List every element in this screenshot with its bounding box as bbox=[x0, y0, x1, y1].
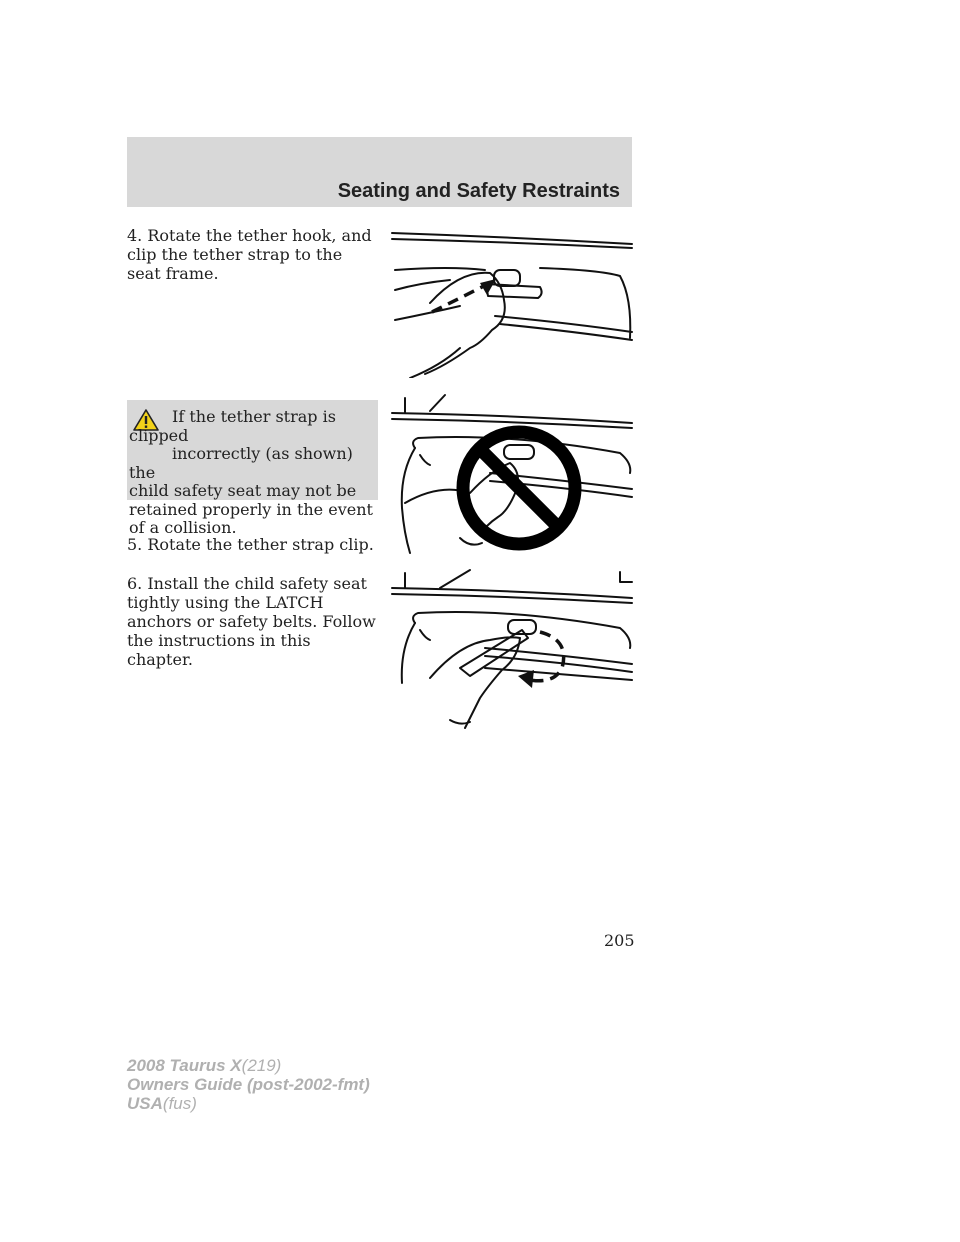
section-header-band bbox=[127, 137, 632, 207]
step-4-text: 4. Rotate the tether hook, and clip the tether strap to the seat frame. bbox=[127, 226, 372, 283]
footer-guide: Owners Guide (post-2002-fmt) bbox=[127, 1075, 370, 1094]
footer-model: 2008 Taurus X bbox=[127, 1056, 242, 1075]
section-title: Seating and Safety Restraints bbox=[337, 180, 620, 202]
rotate-clip-illustration bbox=[390, 568, 635, 743]
warning-rest: child safety seat may not be retained properly in the event of a collision. bbox=[129, 481, 373, 537]
incorrect-clipping-illustration bbox=[390, 393, 635, 556]
page-number: 205 bbox=[604, 931, 635, 950]
footer-model-code: (219) bbox=[241, 1056, 282, 1075]
tether-hook-illustration bbox=[390, 228, 635, 378]
warning-box bbox=[127, 400, 378, 537]
step-6-text: 6. Install the child safety seat tightly using the LATCH anchors or safety belts. Follow the instructions in this chapter. bbox=[127, 574, 376, 669]
step-5-text: 5. Rotate the tether strap clip. bbox=[127, 535, 374, 554]
footer-market-code: (fus) bbox=[162, 1094, 197, 1113]
footer-market: USA bbox=[127, 1094, 163, 1113]
warning-text bbox=[129, 408, 374, 538]
warning-line-1: If the tether strap is clipped bbox=[129, 407, 336, 445]
warning-line-2: incorrectly (as shown) the bbox=[129, 444, 353, 482]
footer bbox=[127, 1056, 370, 1113]
